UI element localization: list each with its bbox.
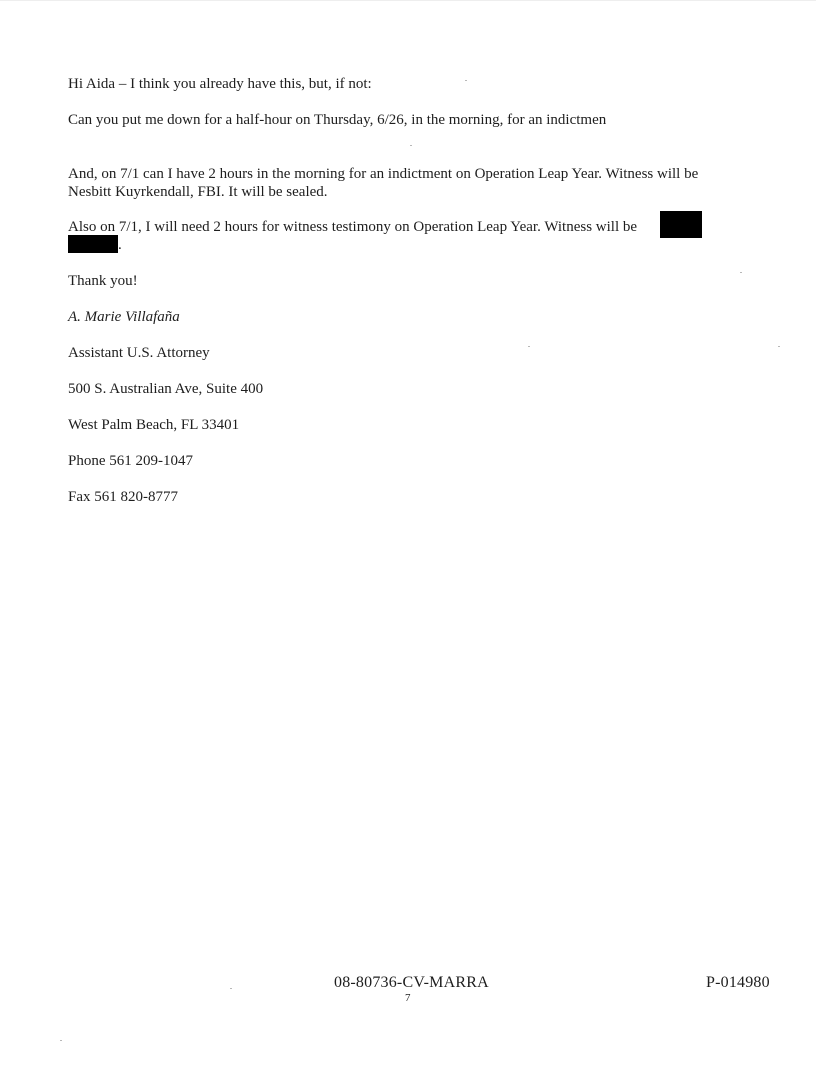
- signature-phone: Phone 561 209-1047: [68, 453, 193, 469]
- email-paragraph-1: Can you put me down for a half-hour on Thursday, 6/26, in the morning, for an indictmen: [68, 112, 607, 128]
- scan-top-edge: [0, 0, 816, 1]
- email-paragraph-3-line-1: Also on 7/1, I will need 2 hours for witness testimony on Operation Leap Year. Witness will be: [68, 219, 638, 235]
- scan-speck: [778, 346, 780, 347]
- signature-fax: Fax 561 820-8777: [68, 489, 178, 505]
- signature-address-line-2: West Palm Beach, FL 33401: [68, 417, 240, 433]
- email-paragraph-2-line-1: And, on 7/1 can I have 2 hours in the morning for an indictment on Operation Leap Year. Witness will be: [68, 166, 699, 182]
- footer-case-number: 08-80736-CV-MARRA: [334, 974, 489, 991]
- signature-title: Assistant U.S. Attorney: [68, 345, 210, 361]
- redaction-box: [68, 235, 118, 253]
- email-paragraph-2-line-2: Nesbitt Kuyrkendall, FBI. It will be sealed.: [68, 184, 328, 200]
- scan-speck: [740, 272, 742, 273]
- scan-speck: [410, 145, 412, 146]
- redaction-box: [660, 211, 702, 238]
- email-paragraph-3-end: .: [118, 237, 122, 253]
- scan-speck: [230, 988, 232, 989]
- email-closing: Thank you!: [68, 273, 138, 289]
- scan-speck: [528, 346, 530, 347]
- signature-name: A. Marie Villafaña: [68, 309, 180, 325]
- footer-bates-number: P-014980: [706, 974, 770, 991]
- signature-address-line-1: 500 S. Australian Ave, Suite 400: [68, 381, 264, 397]
- footer-page-number: 7: [405, 992, 411, 1004]
- email-greeting: Hi Aida – I think you already have this, but, if not:: [68, 76, 372, 92]
- scan-speck: [465, 80, 467, 81]
- scan-speck: [60, 1040, 62, 1041]
